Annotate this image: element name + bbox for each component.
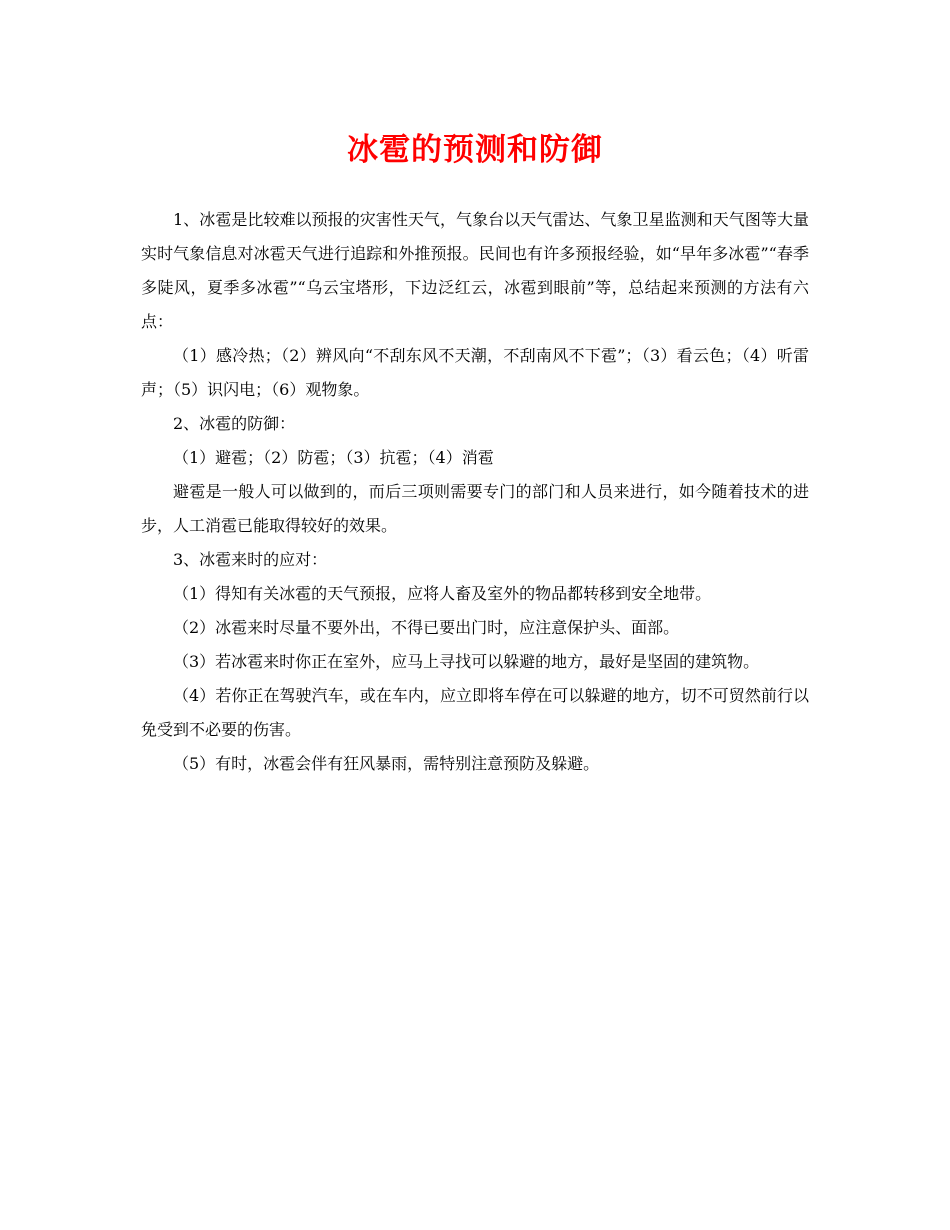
page-title: 冰雹的预测和防御: [347, 132, 603, 168]
paragraph-forecast-intro: 1、冰雹是比较难以预报的灾害性天气，气象台以天气雷达、气象卫星监测和天气图等大量实时气象信息对冰雹天气进行追踪和外推预报。民间也有许多预报经验，如“早年多冰雹”“春季多陡风，夏季多冰雹”“乌云宝塔形，下边泛红云，冰雹到眼前”等，总结起来预测的方法有六点：: [141, 210, 809, 331]
paragraph-defense-heading: 2、冰雹的防御：: [173, 414, 296, 433]
document-body: [141, 203, 809, 781]
paragraph-response-1: （1）得知有关冰雹的天气预报，应将人畜及室外的物品都转移到安全地带。: [173, 584, 712, 603]
paragraph-response-4: （4）若你正在驾驶汽车，或在车内，应立即将车停在可以躲避的地方，切不可贸然前行以免受到不必要的伤害。: [141, 686, 809, 739]
paragraph-response-3: （3）若冰雹来时你正在室外，应马上寻找可以躲避的地方，最好是坚固的建筑物。: [173, 652, 760, 671]
paragraph-defense-methods: （1）避雹；（2）防雹；（3）抗雹；（4）消雹: [173, 448, 494, 467]
paragraph-response-2: （2）冰雹来时尽量不要外出，不得已要出门时，应注意保护头、面部。: [173, 618, 680, 637]
paragraph-defense-note: 避雹是一般人可以做到的，而后三项则需要专门的部门和人员来进行，如今随着技术的进步，人工消雹已能取得较好的效果。: [141, 482, 809, 535]
paragraph-response-5: （5）有时，冰雹会伴有狂风暴雨，需特别注意预防及躲避。: [173, 754, 600, 773]
paragraph-forecast-methods: （1）感冷热；（2）辨风向“不刮东风不天潮，不刮南风不下雹”；（3）看云色；（4）听雷声；（5）识闪电；（6）观物象。: [141, 346, 809, 399]
paragraph-response-heading: 3、冰雹来时的应对：: [173, 550, 328, 569]
